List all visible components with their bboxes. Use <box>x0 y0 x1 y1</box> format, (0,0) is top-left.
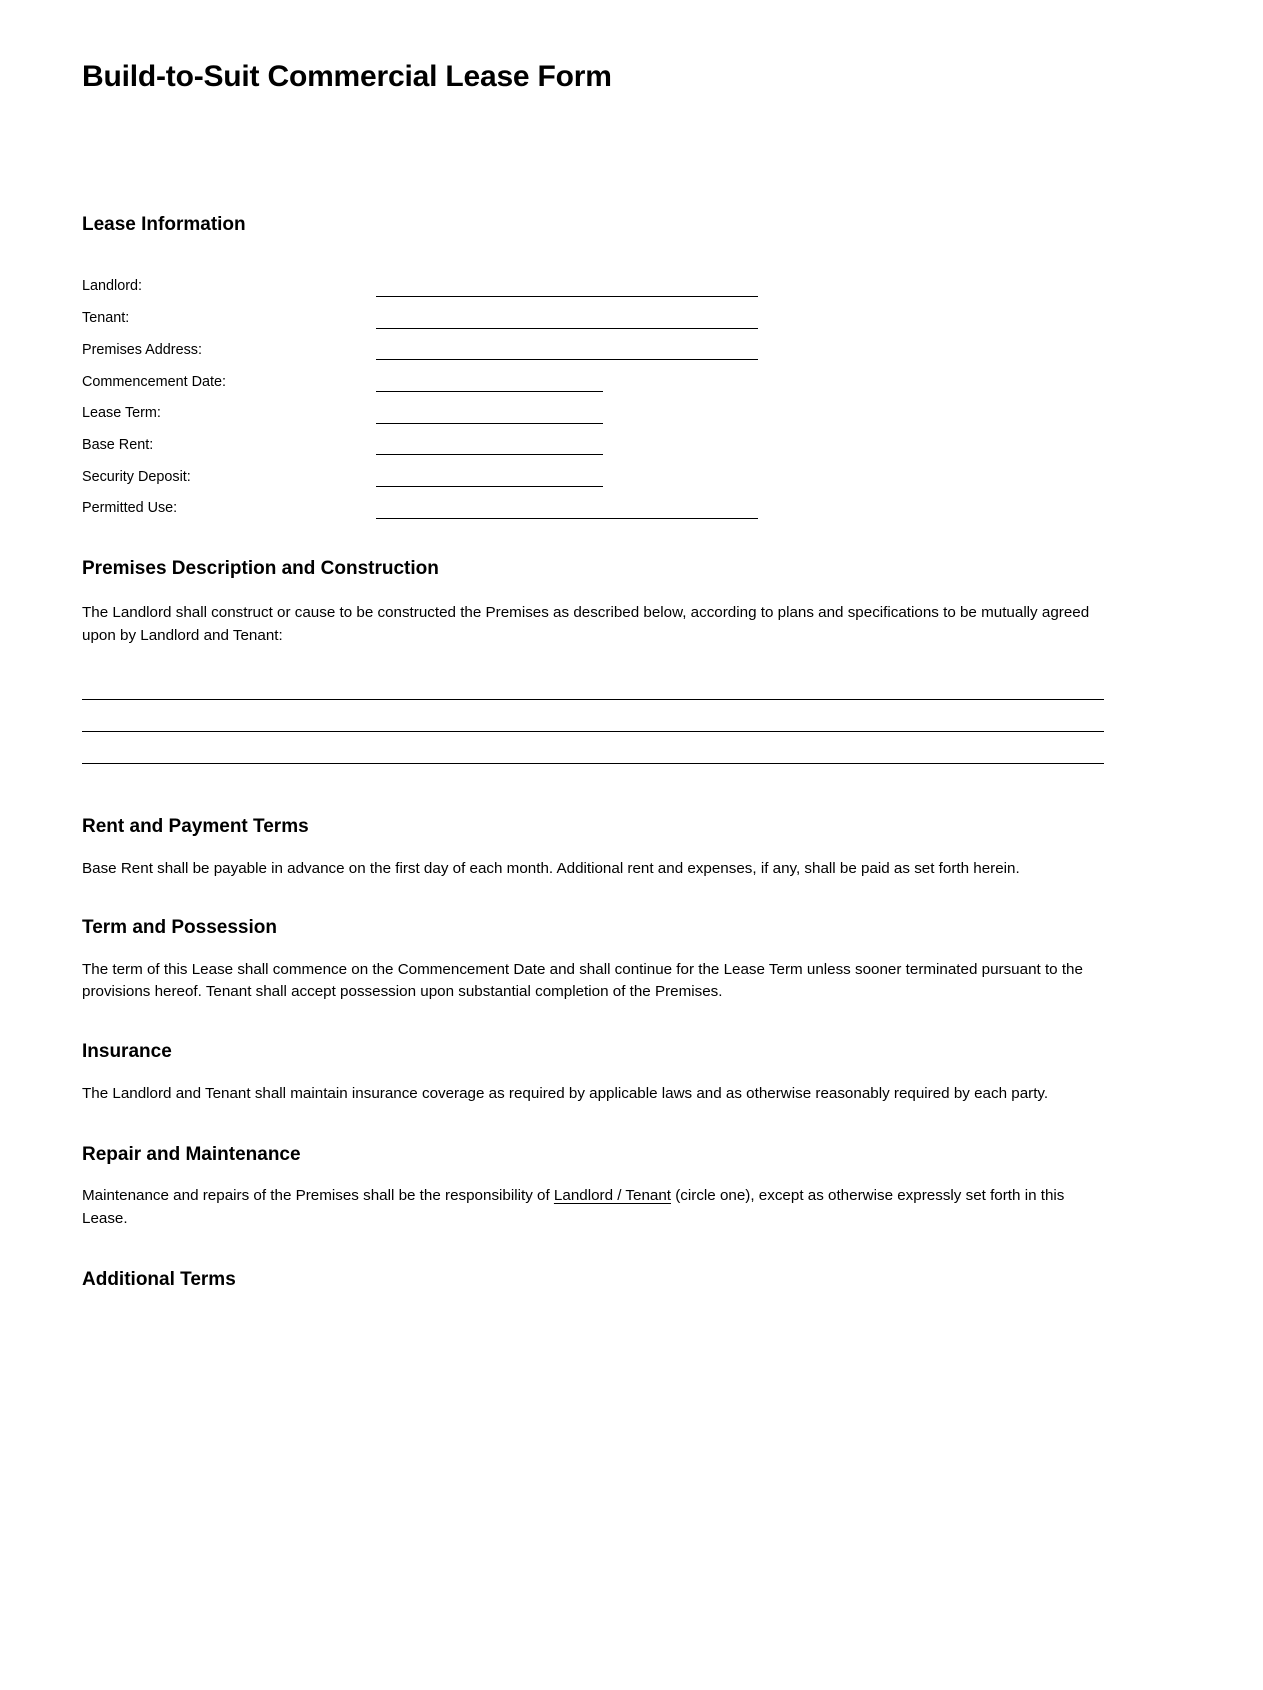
field-row-base-rent <box>82 424 1182 456</box>
field-input-security-deposit[interactable] <box>376 486 603 487</box>
field-label-permitted-use: Permitted Use: <box>82 500 178 517</box>
field-label-commencement-date: Commencement Date: <box>82 373 226 390</box>
section-heading-rent-and-payment-terms: Rent and Payment Terms <box>82 816 309 838</box>
section-heading-term-and-possession: Term and Possession <box>82 917 277 939</box>
field-input-commencement-date[interactable] <box>376 391 603 392</box>
repair-and-maintenance-body <box>82 1185 1108 1230</box>
field-label-base-rent: Base Rent: <box>82 436 154 453</box>
field-input-lease-term[interactable] <box>376 423 603 424</box>
field-label-lease-term: Lease Term: <box>82 405 161 422</box>
field-row-tenant <box>82 297 1182 329</box>
field-row-permitted-use <box>82 487 1182 519</box>
premises-blank-line-1[interactable] <box>82 699 1104 700</box>
premises-description-body: The Landlord shall construct or cause to be constructed the Premises as described below, according to plans and specifications to be mutually agreed upon by Landlord and Tenant: <box>82 604 1090 644</box>
field-row-premises-address <box>82 329 1182 361</box>
field-row-landlord <box>82 265 1182 297</box>
field-label-landlord: Landlord: <box>82 278 143 295</box>
rent-and-payment-terms-body: Base Rent shall be payable in advance on the first day of each month. Additional rent and expenses, if any, shall be paid as set forth herein. <box>82 859 1020 877</box>
field-row-security-deposit <box>82 455 1182 487</box>
field-input-landlord[interactable] <box>376 296 758 297</box>
section-heading-lease-information: Lease Information <box>82 213 246 235</box>
section-heading-additional-terms: Additional Terms <box>82 1268 236 1290</box>
repair-responsibility-choice[interactable]: Landlord / Tenant <box>553 1187 672 1205</box>
repair-body-text-after: (circle one), except as otherwise expressly set forth in this Lease. <box>82 1187 1065 1227</box>
premises-blank-lines <box>82 699 1182 764</box>
document-content <box>82 0 1182 1293</box>
field-input-premises-address[interactable] <box>376 359 758 360</box>
section-heading-repair-and-maintenance: Repair and Maintenance <box>82 1143 301 1165</box>
field-label-security-deposit: Security Deposit: <box>82 468 191 485</box>
insurance-body: The Landlord and Tenant shall maintain insurance coverage as required by applicable laws and as otherwise reasonably required by each party. <box>82 1085 1049 1103</box>
field-label-premises-address: Premises Address: <box>82 341 202 358</box>
section-heading-insurance: Insurance <box>82 1041 172 1063</box>
repair-body-text-before: Maintenance and repairs of the Premises shall be the responsibility of <box>82 1187 554 1205</box>
field-row-commencement-date <box>82 360 1182 392</box>
premises-blank-line-2[interactable] <box>82 731 1104 732</box>
field-label-tenant: Tenant: <box>82 310 130 327</box>
page-title: Build-to-Suit Commercial Lease Form <box>82 60 612 93</box>
section-heading-premises-description: Premises Description and Construction <box>82 557 439 579</box>
term-and-possession-body: The term of this Lease shall commence on the Commencement Date and shall continue for the Lease Term unless sooner terminated pursuant to the provisions hereof. Tenant shall accept possession upon substantial completion of the Premises. <box>82 960 1083 1001</box>
field-input-tenant[interactable] <box>376 328 758 329</box>
lease-information-fields <box>82 265 1182 519</box>
field-row-lease-term <box>82 392 1182 424</box>
field-input-permitted-use[interactable] <box>376 518 758 519</box>
field-input-base-rent[interactable] <box>376 454 603 455</box>
